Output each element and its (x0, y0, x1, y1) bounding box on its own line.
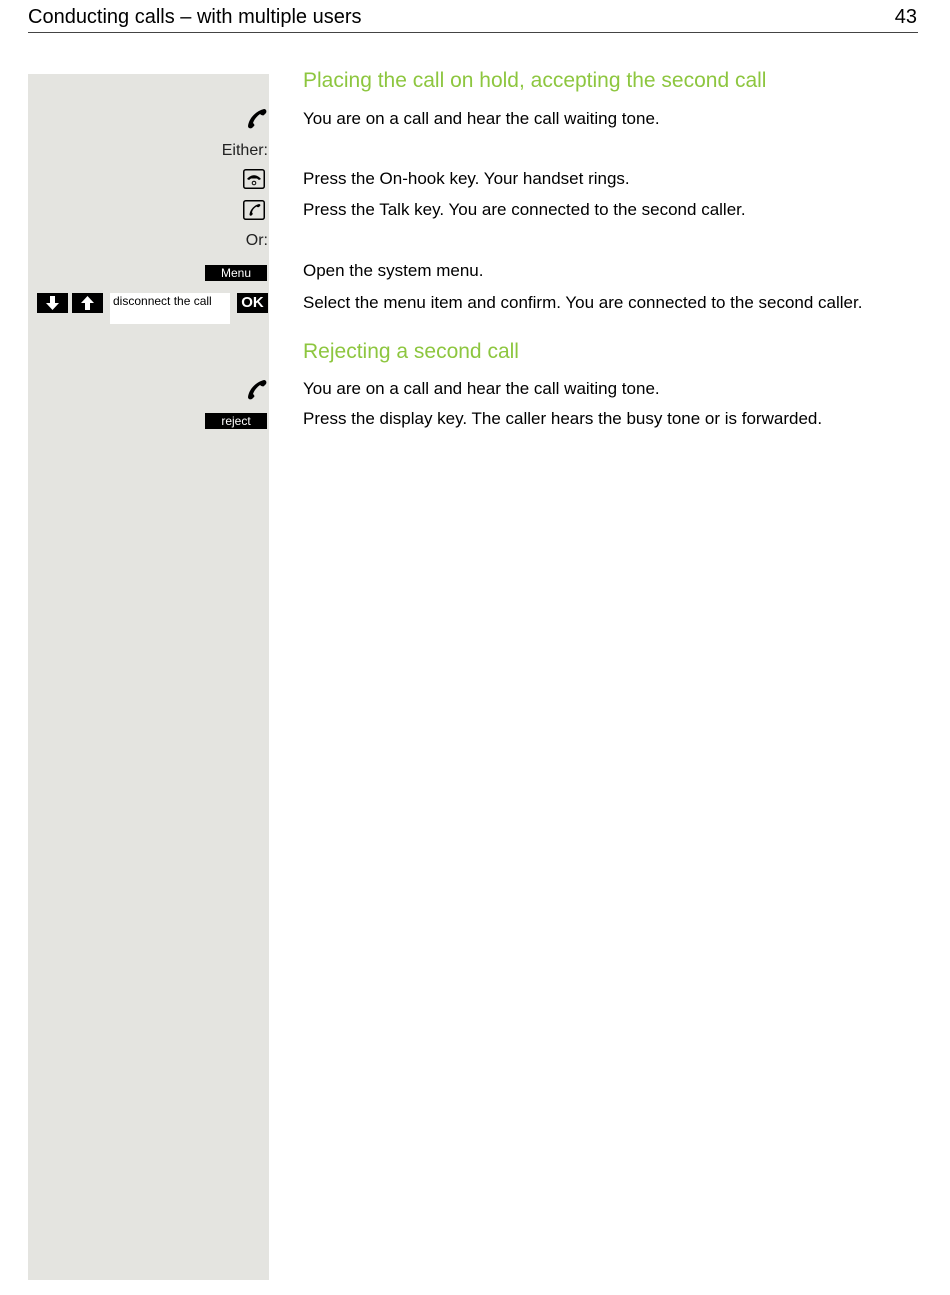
handset-icon (246, 379, 268, 401)
header-divider (28, 32, 918, 33)
handset-icon (246, 108, 268, 130)
display-menu-item: disconnect the call (110, 293, 230, 324)
or-label: Or: (245, 232, 268, 249)
menu-softkey[interactable]: Menu (205, 265, 267, 281)
reject-softkey[interactable]: reject (205, 413, 267, 429)
step-talk: Press the Talk key. You are connected to the second caller. (303, 200, 746, 219)
talk-key-icon (243, 200, 265, 220)
section-title-reject: Rejecting a second call (303, 340, 519, 363)
page-header-title: Conducting calls – with multiple users (28, 6, 362, 28)
arrow-up-icon (72, 293, 103, 313)
key-column (28, 74, 269, 1280)
step-call-waiting: You are on a call and hear the call waiting tone. (303, 109, 660, 128)
step-open-menu: Open the system menu. (303, 261, 484, 280)
either-label: Either: (221, 142, 268, 159)
step-call-waiting-2: You are on a call and hear the call waiting tone. (303, 379, 660, 398)
arrow-up-key[interactable] (72, 293, 103, 313)
on-hook-key-icon (243, 169, 265, 189)
arrow-down-icon (37, 293, 68, 313)
ok-key[interactable]: OK (237, 293, 268, 313)
page-number: 43 (894, 6, 917, 28)
step-select-confirm: Select the menu item and confirm. You are connected to the second caller. (303, 293, 863, 312)
section-title-hold-accept: Placing the call on hold, accepting the second call (303, 69, 767, 92)
step-on-hook: Press the On-hook key. Your handset rings. (303, 169, 630, 188)
arrow-down-key[interactable] (37, 293, 68, 313)
step-reject: Press the display key. The caller hears the busy tone or is forwarded. (303, 409, 823, 428)
